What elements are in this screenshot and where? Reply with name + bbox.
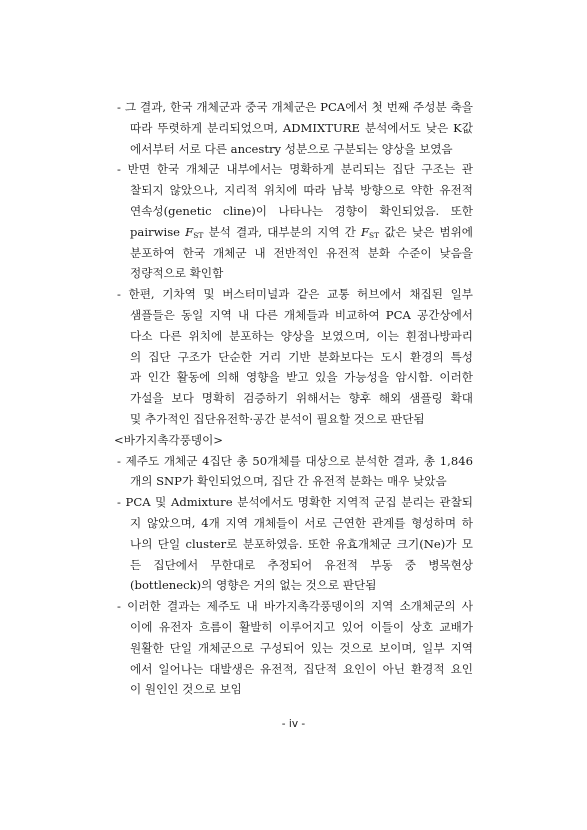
text-line: 이 원인인 것으로 보임	[130, 682, 242, 697]
text-line: - 한편, 기차역 및 버스터미널과 같은 교통 허브에서 채집된 일부	[117, 287, 473, 302]
fst-symbol: F	[185, 224, 194, 239]
text-line: (bottleneck)의 영향은 거의 없는 것으로 판단됨	[130, 578, 377, 593]
section-heading: <바가지촉각풍뎅이>	[114, 432, 224, 447]
text-line: 다소 다른 위치에 분포하는 양상을 보였으며, 이는 흰점나방파리	[130, 328, 473, 343]
text-line: - 제주도 개체군 4집단 총 50개체를 대상으로 분석한 결과, 총 1,846	[117, 453, 473, 468]
text-line: 가설을 보다 명확히 검증하기 위해서는 향후 해외 샘플링 확대	[130, 391, 473, 406]
fst-subscript: ST	[369, 230, 380, 240]
page-number: - iv -	[281, 718, 306, 730]
text-line: 따라 뚜렷하게 분리되었으며, ADMIXTURE 분석에서도 낮은 K값	[130, 120, 473, 135]
text-line: 분포하여 한국 개체군 내 전반적인 유전적 분화 수준이 낮음을	[130, 245, 473, 260]
text-line: - PCA 및 Admixture 분석에서도 명확한 지역적 군집 분리는 관찰되	[117, 495, 473, 510]
text-line: 나의 단일 cluster로 분포하였음. 또한 유효개체군 크기(Ne)가 모	[130, 536, 473, 551]
text-line-fst	[117, 222, 473, 243]
text-line: 개의 SNP가 확인되었으며, 집단 간 유전적 분화는 매우 낮았음	[130, 474, 447, 489]
text-line: 및 추가적인 집단유전학·공간 분석이 필요할 것으로 판단됨	[130, 411, 425, 426]
text-line: 에서 일어나는 대발생은 유전적, 집단적 요인이 아닌 환경적 요인	[130, 661, 473, 676]
text-fragment: pairwise	[130, 224, 186, 239]
text-line: 에서부터 서로 다른 ancestry 성분으로 구분되는 양상을 보였음	[130, 141, 453, 156]
text-line: 지 않았으며, 4개 지역 개체들이 서로 근연한 관계를 형성하며 하	[130, 515, 473, 530]
text-line: 정량적으로 확인함	[130, 266, 224, 281]
text-fragment: 값은 낮은 범위에	[379, 224, 473, 239]
text-line: 든 집단에서 무한대로 추정되어 유전적 부동 중 병목현상	[130, 557, 473, 572]
text-line: - 반면 한국 개체군 내부에서는 명확하게 분리되는 집단 구조는 관	[117, 162, 473, 177]
text-line: - 이러한 결과는 제주도 내 바가지촉각풍뎅이의 지역 소개체군의 사	[117, 599, 473, 614]
text-line: 이에 유전자 흐름이 활발히 이루어지고 있어 이들이 상호 교배가	[130, 619, 473, 634]
text-line: 연속성(genetic cline)이 나타나는 경향이 확인되었음. 또한	[130, 203, 473, 218]
text-line: - 그 결과, 한국 개체군과 중국 개체군은 PCA에서 첫 번째 주성분 축을	[117, 100, 473, 114]
text-fragment: 분석 결과, 대부분의 지역 간	[203, 224, 361, 239]
text-line: 과 인간 활동에 의해 영향을 받고 있을 가능성을 암시함. 이러한	[130, 370, 473, 385]
text-line: 샘플들은 동일 지역 내 다른 개체들과 비교하여 PCA 공간상에서	[130, 307, 473, 322]
body-text	[114, 97, 473, 700]
fst-symbol: F	[361, 224, 370, 239]
text-line: 원활한 단일 개체군으로 구성되어 있는 것으로 보이며, 일부 지역	[130, 640, 473, 655]
text-line: 찰되지 않았으나, 지리적 위치에 따라 남북 방향으로 약한 유전적	[130, 183, 473, 198]
fst-subscript: ST	[193, 230, 204, 240]
text-line: 의 집단 구조가 단순한 거리 기반 분화보다는 도시 환경의 특성	[130, 349, 473, 364]
